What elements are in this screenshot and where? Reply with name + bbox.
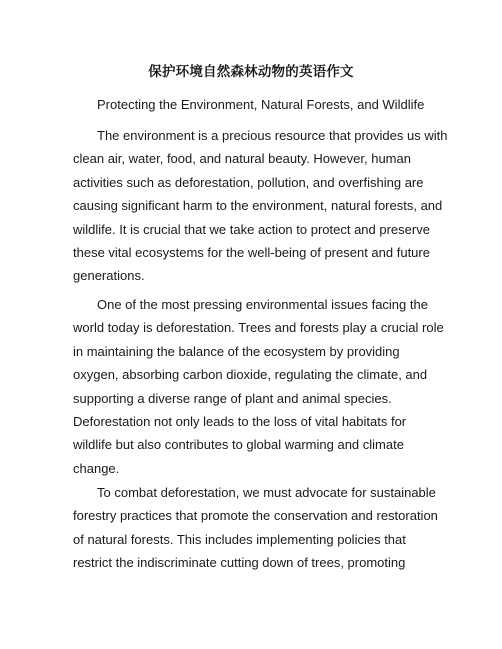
- paragraph-line: oxygen, absorbing carbon dioxide, regulating the climate, and: [73, 367, 428, 383]
- document-title: 保护环境自然森林动物的英语作文: [148, 64, 354, 80]
- paragraph-line: of natural forests. This includes implementing policies that: [73, 531, 406, 547]
- paragraph-line: forestry practices that promote the conservation and restoration: [73, 508, 438, 524]
- paragraph-line: activities such as deforestation, pollution, and overfishing are: [73, 174, 424, 190]
- paragraph-line: in maintaining the balance of the ecosystem by providing: [73, 343, 400, 359]
- paragraph-2: [73, 293, 444, 480]
- paragraph-line: world today is deforestation. Trees and forests play a crucial role: [73, 320, 444, 336]
- paragraph-line: The environment is a precious resource that provides us with: [97, 128, 448, 143]
- paragraph-3: [73, 481, 438, 575]
- paragraph-line: wildlife. It is crucial that we take action to protect and preserve: [73, 221, 430, 237]
- paragraph-line: Deforestation not only leads to the loss of vital habitats for: [73, 413, 407, 429]
- paragraph-line: restrict the indiscriminate cutting down of trees, promoting: [73, 555, 406, 571]
- paragraph-line: generations.: [73, 268, 145, 284]
- paragraph-line: causing significant harm to the environment, natural forests, and: [73, 198, 443, 214]
- paragraph-line: clean air, water, food, and natural beauty. However, human: [73, 151, 411, 167]
- paragraph-1: [73, 124, 448, 288]
- paragraph-line: change.: [73, 460, 120, 476]
- paragraph-line: supporting a diverse range of plant and animal species.: [73, 390, 392, 406]
- paragraph-line: these vital ecosystems for the well-being of present and future: [73, 244, 430, 260]
- document-subtitle: Protecting the Environment, Natural Forests, and Wildlife: [97, 97, 425, 112]
- paragraph-line: One of the most pressing environmental issues facing the: [97, 297, 428, 312]
- paragraph-line: To combat deforestation, we must advocate for sustainable: [97, 485, 436, 500]
- paragraph-line: wildlife but also contributes to global warming and climate: [73, 437, 404, 453]
